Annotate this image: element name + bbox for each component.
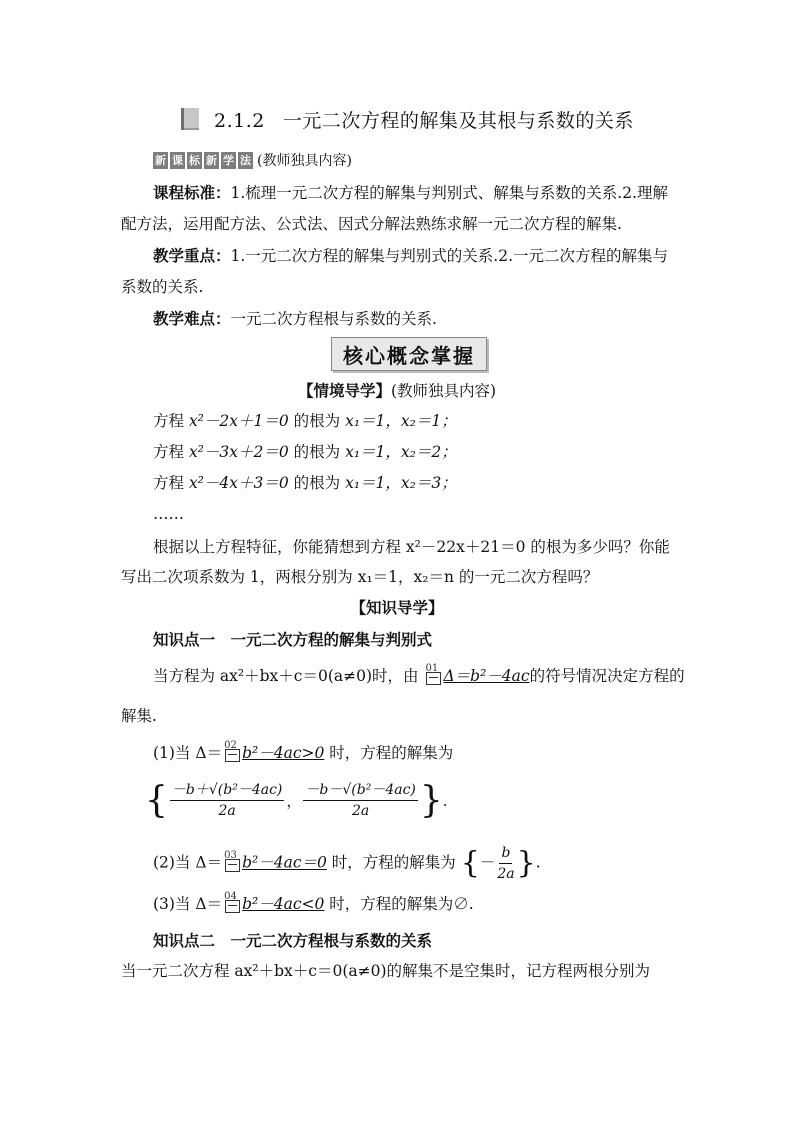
standard-line-1 xyxy=(153,182,668,204)
standard-label: 课程标准： xyxy=(153,183,231,202)
situation-heading xyxy=(0,380,794,402)
badge: 法 xyxy=(240,153,251,167)
point1-line-1: 当方程为 ax²＋bx＋c＝0(a≠0)时，由 01 Δ＝b²－4ac的符号情况决定方程的 xyxy=(153,663,685,685)
situation-note: (教师独具内容) xyxy=(390,382,497,400)
badge: 标 xyxy=(189,153,200,167)
root-fraction: $\frac{\text{－b＋√(b²－4ac)}}{2a}$ xyxy=(171,782,283,819)
solution-set-1: { $\frac{\text{－b＋√(b²－4ac)}}{2a}$ ， $\frac{\text{－b－√(b²－4ac)}}{2a}$ } . xyxy=(145,779,448,821)
case2-line: (2)当 Δ＝ 03 b²－4ac＝0 时，方程的解集为 {－ $\frac{b}{2a}$ }. xyxy=(153,845,541,882)
badge: 新 xyxy=(155,153,166,167)
key-points-line-2: 系数的关系. xyxy=(121,278,204,296)
blank-answer: b²－4ac>0 xyxy=(242,744,325,762)
root-fraction: $\frac{\text{－b－√(b²－4ac)}}{2a}$ xyxy=(305,782,416,819)
root-fraction: $\frac{b}{2a}$ xyxy=(497,845,515,882)
badge: 课 xyxy=(172,153,183,167)
blank-answer: Δ＝b²－4ac xyxy=(443,667,530,685)
section-title xyxy=(178,104,634,134)
blank-marker: 04 xyxy=(223,896,241,914)
ellipsis: …… xyxy=(153,505,184,523)
difficulty-text: 一元二次方程根与系数的关系. xyxy=(230,310,437,328)
blank-marker: 02 xyxy=(223,745,241,763)
equation-line: 方程 x²－2x＋1＝0 的根为 x₁＝1，x₂＝1； xyxy=(153,412,457,430)
standard-text: 1.梳理一元二次方程的解集与判别式、解集与系数的关系.2.理解 xyxy=(230,184,669,202)
blank-answer: b²－4ac<0 xyxy=(242,895,325,913)
difficulty-label: 教学难点： xyxy=(153,309,231,328)
key-points-text: 1.一元二次方程的解集与判别式的关系.2.一元二次方程的解集与 xyxy=(230,247,669,265)
key-points-label: 教学重点： xyxy=(153,246,231,265)
blank-answer: b²－4ac＝0 xyxy=(242,853,327,872)
equation-line: 方程 x²－3x＋2＝0 的根为 x₁＝1，x₂＝2； xyxy=(153,443,457,461)
difficulty-line xyxy=(153,308,437,330)
standard-line-2: 配方法，运用配方法、公式法、因式分解法熟练求解一元二次方程的解集. xyxy=(121,215,622,233)
question-line-1: 根据以上方程特征，你能猜想到方程 x²－22x＋21＝0 的根为多少吗？你能 xyxy=(153,538,670,556)
badge-row xyxy=(153,150,352,170)
point1-line-2: 解集. xyxy=(121,707,157,725)
situation-heading-text: 【情境导学】 xyxy=(297,381,391,400)
badge: 学 xyxy=(223,153,234,167)
badge: 新 xyxy=(206,153,217,167)
section-number: 2.1.2 xyxy=(214,109,265,132)
case3-line: (3)当 Δ＝ 04 b²－4ac<0 时，方程的解集为∅. xyxy=(153,891,474,913)
equation-line: 方程 x²－4x＋3＝0 的根为 x₁＝1，x₂＝3； xyxy=(153,474,457,492)
section-heading: 一元二次方程的解集及其根与系数的关系 xyxy=(282,109,634,132)
key-points-line-1 xyxy=(153,245,668,267)
point2-line-1: 当一元二次方程 ax²＋bx＋c＝0(a≠0)的解集不是空集时，记方程两根分别为 xyxy=(121,962,651,980)
case1-line: (1)当 Δ＝ 02 b²－4ac>0 时，方程的解集为 xyxy=(153,740,454,762)
point1-heading: 知识点一 一元二次方程的解集与判别式 xyxy=(153,630,433,649)
point2-heading: 知识点二 一元二次方程根与系数的关系 xyxy=(153,931,433,950)
banner-text: 核心概念掌握 xyxy=(343,343,475,368)
blank-marker: 03 xyxy=(223,855,241,873)
book-icon xyxy=(178,106,204,132)
blank-marker: 01 xyxy=(424,668,442,686)
knowledge-heading: 【知识导学】 xyxy=(350,598,444,617)
core-concept-banner xyxy=(331,337,487,371)
badge-note: (教师独具内容) xyxy=(257,153,352,169)
question-line-2: 写出二次项系数为 1，两根分别为 x₁＝1，x₂＝n 的一元二次方程吗？ xyxy=(121,568,599,586)
